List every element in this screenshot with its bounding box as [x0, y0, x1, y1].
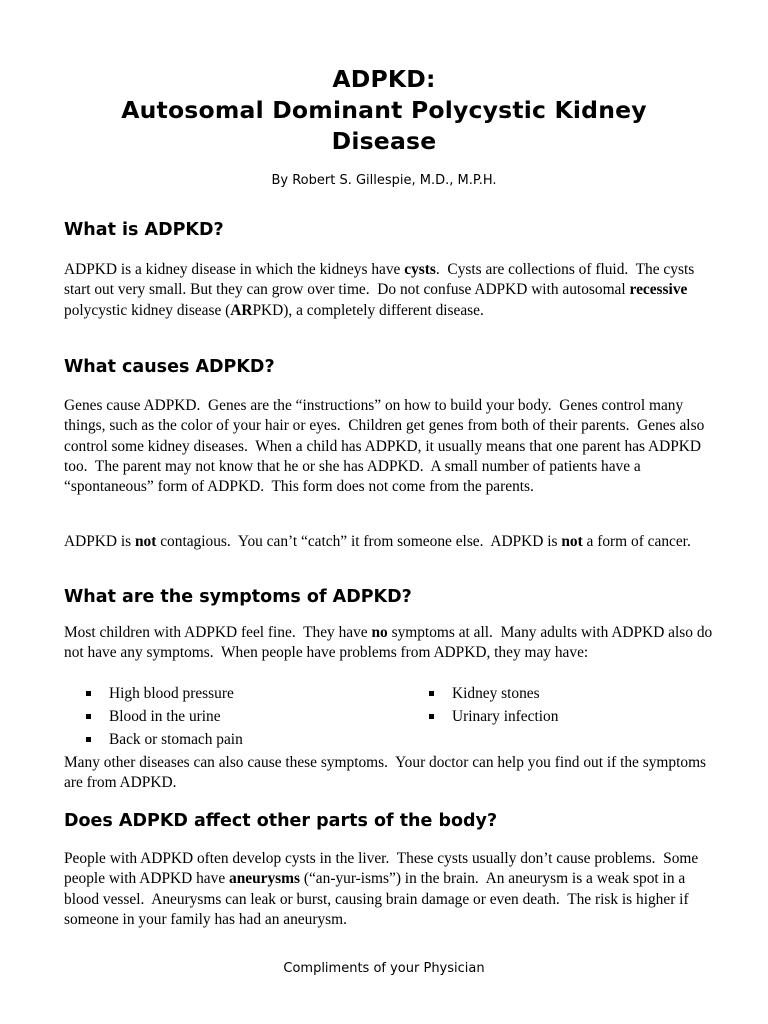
bullet-square-icon [86, 691, 91, 696]
bullet-square-icon [429, 714, 434, 719]
bullet-item [109, 684, 234, 704]
section-heading-causes: What causes ADPKD? [64, 357, 275, 377]
section-heading-what-is: What is ADPKD? [64, 220, 224, 240]
text-run: Many other diseases can also cause these symptoms. Your doctor can help you find out if the symptoms are from ADPKD. [64, 754, 710, 792]
paragraph-not-contagious [64, 532, 714, 552]
bullet-item [109, 707, 221, 727]
bullet-square-icon [86, 714, 91, 719]
author-byline: By Robert S. Gillespie, M.D., M.P.H. [271, 173, 497, 188]
bold-text-run: AR [230, 301, 253, 319]
bullet-square-icon [429, 691, 434, 696]
text-run: Genes cause ADPKD. Genes are the “instructions” on how to build your body. Genes control many things, such as the color of your hair or eyes. Children get genes from both of their parents. Genes also control some kidney diseases. When a child has ADPKD, it usually means that one parent has ADPKD too. The parent may not know that he or she has ADPKD. A small number of patients have a “spontaneous” form of ADPKD. This form does not come from the parents. [64, 397, 709, 496]
paragraph-symptoms [64, 623, 717, 664]
bullet-text: Back or stomach pain [109, 731, 243, 748]
text-run: People with ADPKD often develop cysts in the liver. These cysts usually don’t cause problems. Some people with ADPKD have [64, 850, 703, 888]
text-run: polycystic kidney disease ( [64, 281, 692, 319]
paragraph-other-parts [64, 849, 714, 930]
paragraph-other-diseases [64, 753, 714, 794]
paragraph-causes [64, 396, 714, 497]
symptoms-bullet-list [0, 684, 768, 754]
title-line-1: ADPKD: [332, 65, 436, 93]
bold-text-run: recessive [629, 281, 688, 299]
text-run: a form of cancer. [582, 533, 691, 550]
bullet-text: Kidney stones [452, 685, 540, 702]
bold-text-run: cysts [404, 261, 436, 278]
bold-text-run: not [561, 533, 583, 550]
text-run: contagious. You can’t “catch” it from someone else. ADPKD is [156, 533, 562, 550]
bold-text-run: aneurysms [229, 870, 300, 888]
bullet-text: Blood in the urine [109, 708, 221, 725]
text-run: ADPKD is [64, 533, 135, 550]
text-run: symptoms at all. Many adults with ADPKD also do not have any symptoms. When people have problems from ADPKD, they may have: [64, 624, 717, 662]
paragraph-what-is [64, 260, 714, 321]
bold-text-run: no [371, 624, 388, 641]
section-heading-symptoms: What are the symptoms of ADPKD? [64, 587, 412, 607]
bullet-item [109, 730, 243, 750]
section-heading-other-parts: Does ADPKD affect other parts of the body? [64, 811, 498, 831]
text-run: . Cysts are collections of fluid. The cysts start out very small. But they can grow over time. Do not confuse ADPKD with autosomal [64, 261, 699, 299]
text-run: (“an-yur-isms”) in the brain. An aneurysm is a weak spot in a blood vessel. Aneurysms can leak or burst, causing brain damage or even death. The risk is higher if someone in your family has had an aneurysm. [64, 870, 693, 928]
text-run: Most children with ADPKD feel fine. They have [64, 624, 372, 641]
bullet-text: Urinary infection [452, 708, 559, 725]
bullet-square-icon [86, 737, 91, 742]
document-title [0, 64, 768, 157]
bullet-text: High blood pressure [109, 685, 234, 702]
text-run: ADPKD is a kidney disease in which the kidneys have [64, 261, 405, 278]
bold-text-run: not [134, 533, 157, 550]
footer-text: Compliments of your Physician [283, 961, 485, 976]
text-run: PKD), a completely different disease. [252, 301, 484, 319]
title-line-3: Disease [331, 127, 437, 155]
title-line-2: Autosomal Dominant Polycystic Kidney [121, 96, 647, 124]
bullet-item [452, 684, 540, 704]
bullet-item [452, 707, 558, 727]
